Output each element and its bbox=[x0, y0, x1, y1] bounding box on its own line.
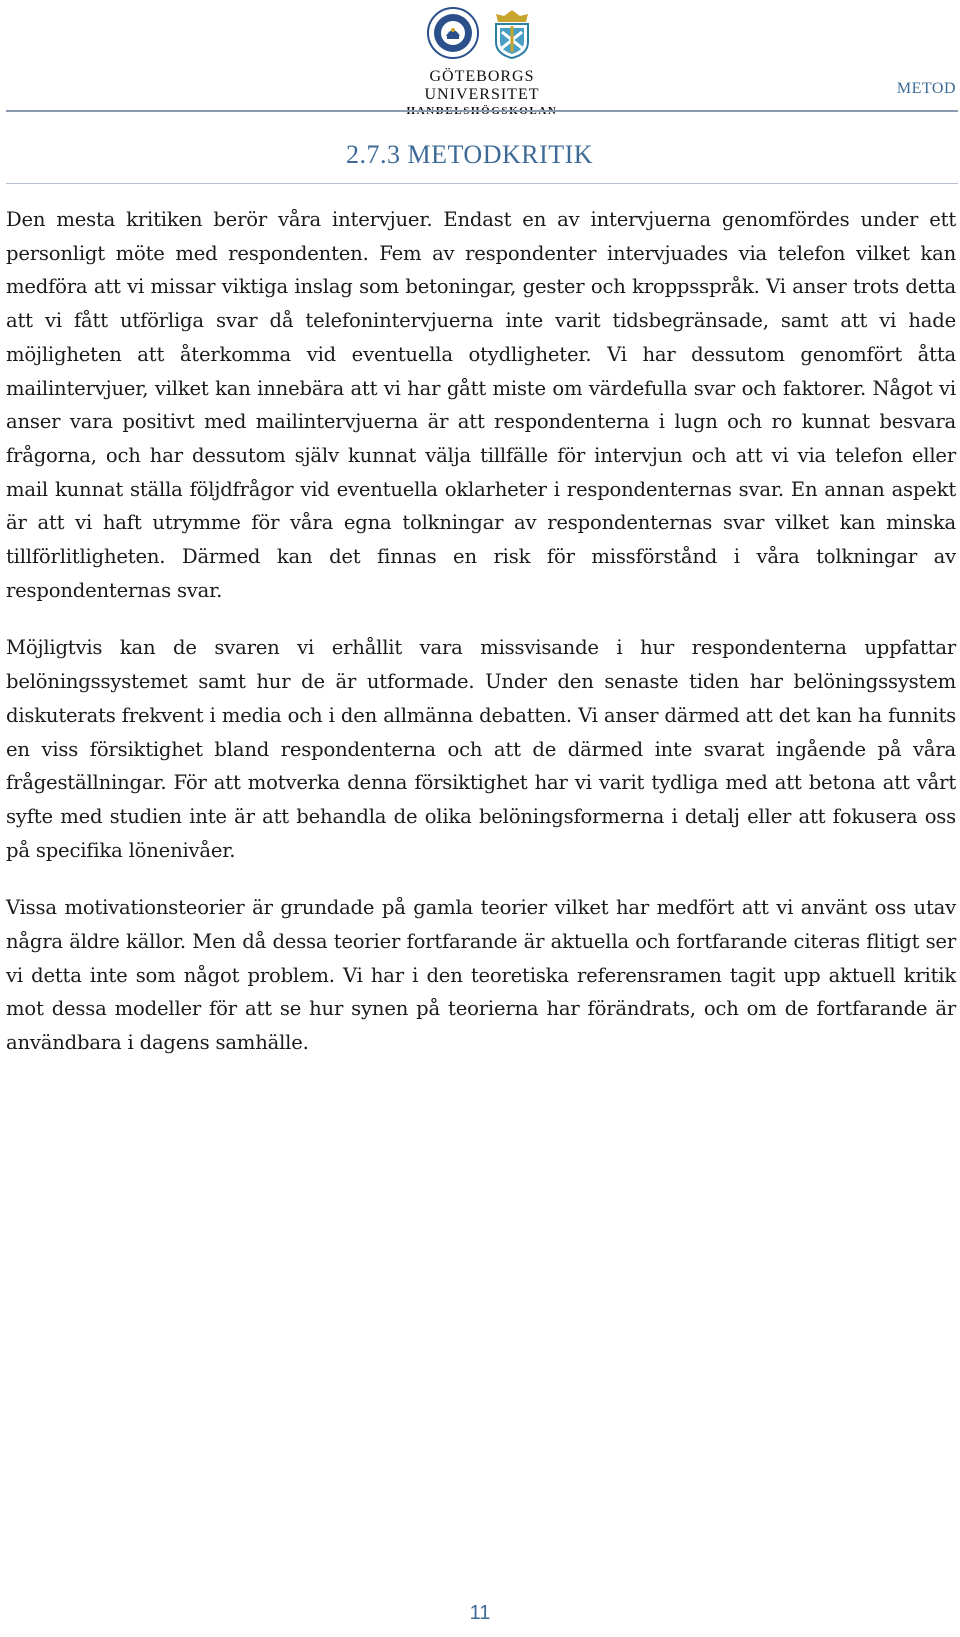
paragraph: Möjligtvis kan de svaren vi erhållit vara missvisande i hur respondenterna uppfattar belöningssystemet samt hur de är utformade. Under den senaste tiden har belöningssystem diskuterats frekvent i media och i den allmänna debatten. Vi anser därmed att det kan ha funnits en viss försiktighet bland respondenterna och att de därmed inte svarat ingående på våra frågeställningar. För att motverka denna försiktighet har vi varit tydliga med att betona att vårt syfte med studien inte är att behandla de olika belöningsformerna i detalj eller att fokusera oss på specifika lönenivåer. bbox=[6, 636, 956, 862]
page-number: 11 bbox=[469, 1602, 491, 1624]
university-seal-icon bbox=[426, 6, 480, 60]
page-header bbox=[0, 0, 960, 112]
heading-divider bbox=[6, 183, 958, 184]
header-divider bbox=[6, 110, 958, 112]
university-logo bbox=[372, 6, 592, 118]
school-emblem-icon bbox=[486, 6, 538, 60]
paragraph: Den mesta kritiken berör våra intervjuer. Endast en av intervjuerna genomfördes under ett personligt möte med respondenten. Fem av respondenter intervjuades via telefon vilket kan medföra att vi missar viktiga inslag som betoningar, gester och kroppsspråk. Vi anser trots detta att vi fått utförliga svar då telefonintervjuerna inte varit tidsbegränsade, samt att vi hade möjligheten att återkomma vid eventuella otydligheter. Vi har dessutom genomfört åtta mailintervjuer, vilket kan innebära att vi har gått miste om värdefulla svar och faktorer. Något vi anser vara positivt med mailintervjuerna är att respondenterna i lugn och ro kunnat besvara frågorna, och har dessutom själv kunnat välja tillfälle för intervjun och att vi via telefon eller mail kunnat ställa följdfrågor vid eventuella oklarheter i respondenternas svar. En annan aspekt är att vi haft utrymme för våra egna tolkningar av respondenternas svar vilket kan minska tillförlitligheten. Därmed kan det finnas en risk för missförstånd i våra tolkningar av respondenternas svar. bbox=[6, 208, 956, 602]
logo-seals bbox=[372, 6, 592, 62]
university-name: GÖTEBORGS UNIVERSITET bbox=[424, 68, 540, 103]
running-section-title: METOD bbox=[896, 80, 956, 97]
section-heading: 2.7.3 METODKRITIK bbox=[346, 140, 594, 169]
paragraph: Vissa motivationsteorier är grundade på gamla teorier vilket har medfört att vi använt oss utav några äldre källor. Men då dessa teorier fortfarande är aktuella och fortfarande citeras flitigt ser vi detta inte som något problem. Vi har i den teoretiska referensramen tagit upp aktuell kritik mot dessa modeller för att se hur synen på teorierna har förändrats, och om de fortfarande är användbara i dagens samhälle. bbox=[6, 896, 956, 1055]
body-text bbox=[6, 203, 956, 1084]
